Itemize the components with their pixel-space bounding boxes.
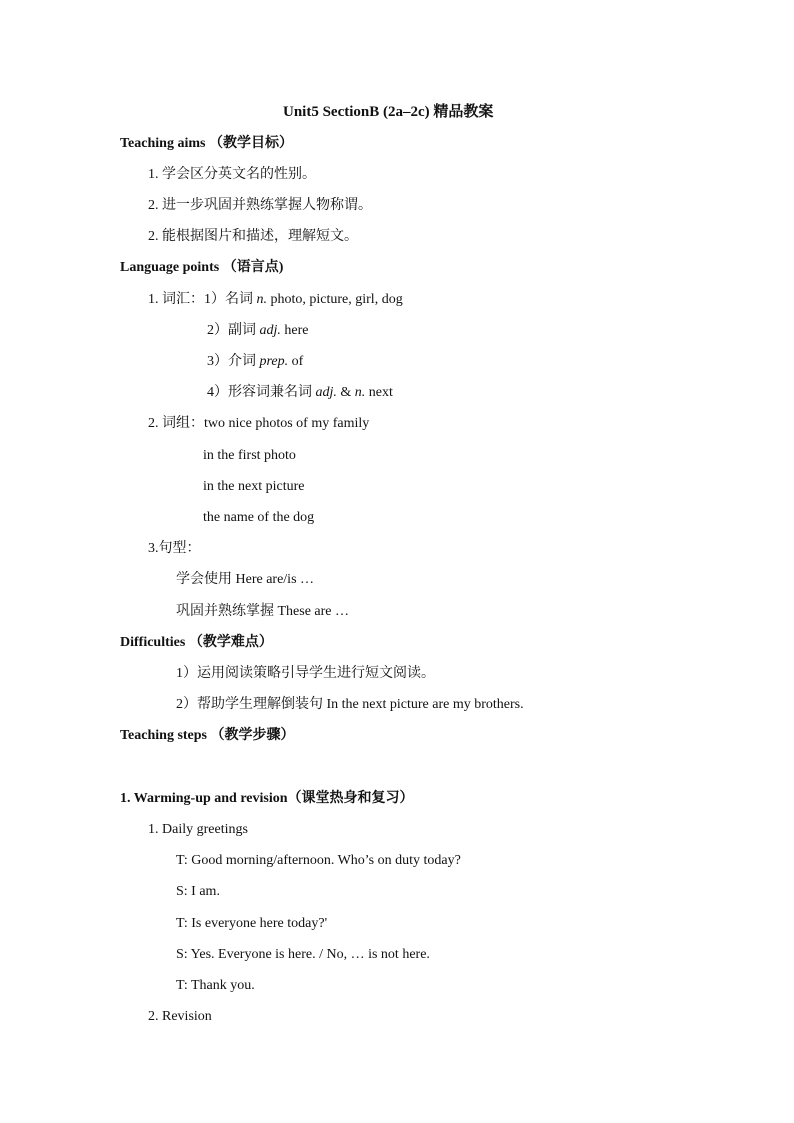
vocab-words: photo, picture, girl, dog (267, 292, 403, 307)
vocab-pos: adj. (259, 323, 281, 338)
difficulty-item-1: 1）运用阅读策略引导学生进行短文阅读。 (176, 666, 435, 681)
pattern-line-2: 巩固并熟练掌握 These are … (176, 604, 350, 619)
steps-heading: Teaching steps （教学步骤） (120, 728, 295, 743)
vocab-words: here (280, 323, 309, 338)
language-heading: Language points （语言点) (120, 260, 284, 275)
vocab-line-3-label: 3）介词 (207, 354, 260, 369)
dialog-line-5: T: Thank you. (176, 978, 255, 993)
vocab-line-3 (207, 352, 303, 372)
aims-item-1: 1. 学会区分英文名的性别。 (148, 167, 316, 182)
vocab-line-1-label: 1. 词汇：1）名词 (148, 292, 257, 307)
dialog-line-4: S: Yes. Everyone is here. / No, … is not here. (176, 947, 430, 962)
vocab-pos-2: n. (354, 385, 366, 400)
aims-item-3: 2. 能根据图片和描述，理解短文。 (148, 229, 358, 244)
aims-heading: Teaching aims （教学目标） (120, 136, 293, 151)
phrase-line-3: in the next picture (203, 479, 305, 494)
section-warmup-heading: 1. Warming-up and revision（课堂热身和复习） (120, 791, 414, 806)
revision-label: 2. Revision (148, 1009, 212, 1024)
dialog-line-1: T: Good morning/afternoon. Who’s on duty today? (176, 853, 461, 868)
vocab-line-1 (148, 290, 403, 310)
phrase-line-4: the name of the dog (203, 510, 315, 525)
vocab-pos: prep. (259, 354, 289, 369)
phrase-line-2: in the first photo (203, 448, 296, 463)
vocab-line-4 (207, 383, 393, 403)
aims-item-2: 2. 进一步巩固并熟练掌握人物称谓。 (148, 198, 372, 213)
vocab-line-2 (207, 321, 308, 341)
pattern-line-1: 学会使用 Here are/is … (176, 572, 315, 587)
phrase-line-1: 2. 词组：two nice photos of my family (148, 416, 370, 431)
greetings-label: 1. Daily greetings (148, 822, 248, 837)
pattern-heading: 3.句型： (148, 541, 201, 556)
dialog-line-3: T: Is everyone here today?' (176, 916, 328, 931)
vocab-pos: adj. (315, 385, 337, 400)
vocab-words: of (288, 354, 304, 369)
vocab-pos: n. (256, 292, 267, 307)
vocab-words: next (365, 385, 393, 400)
page-title: Unit5 SectionB (2a–2c) 精品教案 (283, 104, 494, 120)
vocab-amp: & (336, 385, 355, 400)
dialog-line-2: S: I am. (176, 884, 220, 899)
difficulties-heading: Difficulties （教学难点） (120, 635, 273, 650)
vocab-line-4-label: 4）形容词兼名词 (207, 385, 316, 400)
vocab-line-2-label: 2）副词 (207, 323, 260, 338)
difficulty-item-2: 2）帮助学生理解倒装句 In the next picture are my brothers. (176, 697, 524, 712)
